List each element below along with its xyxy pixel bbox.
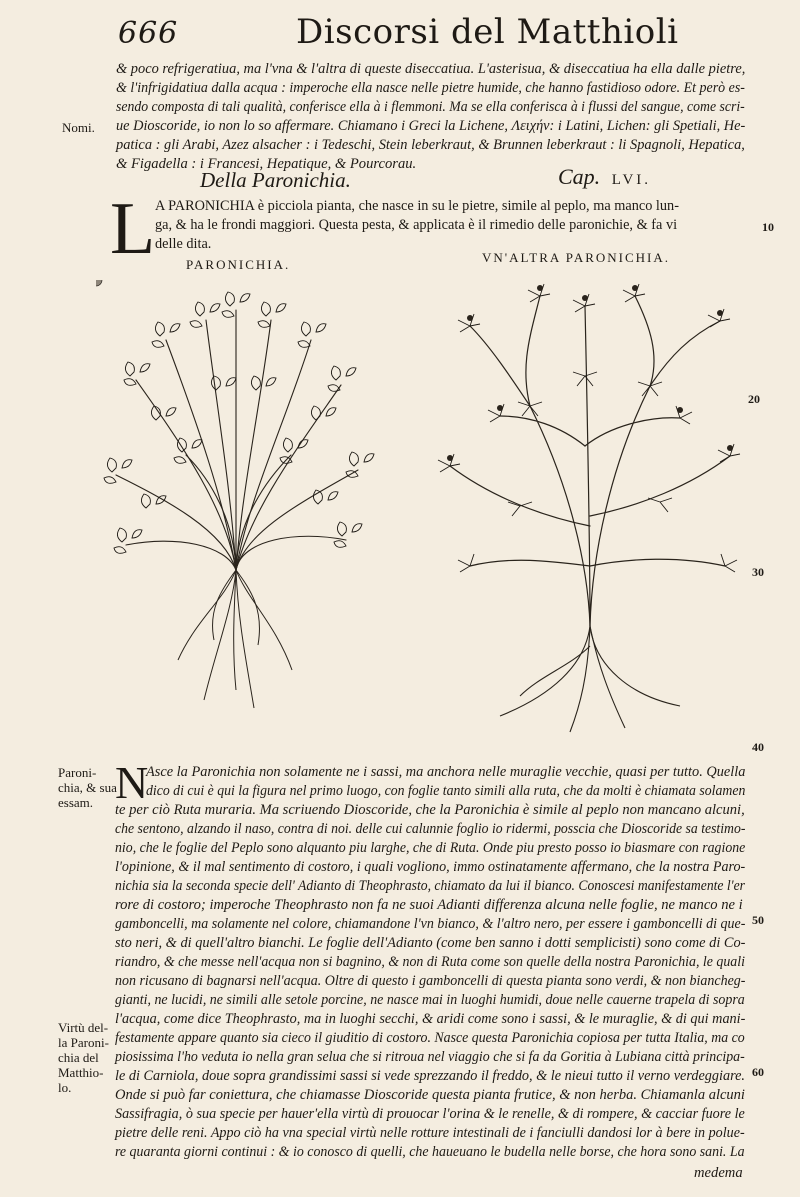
running-title: Discorsi del Matthioli	[296, 12, 679, 52]
commentary-line: dico di cui è qui la figura nel primo luogo, con foglie tanto simili alla ruta, che da molti è chiamata solamen	[146, 783, 746, 799]
intro-line: sendo composta di tali qualità, conferisce ella à i flemmoni. Ma se ella conferisca à i flussi del sangue, come scri-	[116, 99, 745, 115]
figure-caption-right: VN'ALTRA PARONICHIA.	[482, 250, 671, 265]
commentary-line: Onde si può far coniettura, che chiamasse Dioscoride questa pianta frutice, & non herba. Chiamanla alcuni	[115, 1087, 745, 1103]
line-number: 60	[752, 1065, 764, 1079]
line-number: 30	[752, 565, 764, 579]
commentary-line: festamente appare quanto sia cieco il giuditio di costoro. Nasce questa Paronichia copiosa per tutta Italia, ma co	[115, 1030, 745, 1046]
page-number: 666	[118, 16, 179, 51]
commentary-line: l'acqua, come dice Theophrasto, ma in luoghi secchi, & aridi come sono i sassi, & le muraglie, & di qui mani-	[115, 1011, 746, 1027]
commentary-line: pietre delle reni. Appo ciò ha vna special virtù nelle rotture intestinali de i fanciulli dandosi lor à bere in polue-	[115, 1125, 745, 1141]
line-number: 40	[752, 740, 764, 754]
commentary-line: Asce la Paronichia non solamente ne i sassi, ma anchora nelle muraglie vecchie, quasi per tutto. Quella	[146, 764, 746, 780]
intro-line: ue Dioscoride, io non lo so affermare. Chiamano i Greci la Lichene, Λειχήν: i Latini, Lichen: gli Spetiali, He-	[116, 118, 746, 134]
commentary-line: Sassifragia, ò sua specie per hauer'ella virtù di prouocar l'orina & le renelle, & di rompere, & cacciar fuore le	[115, 1106, 745, 1122]
intro-line: & l'infrigidatiua dalla acqua : imperoche ella nasce nelle pietre humide, che hanno fastidioso odore. Et però es-	[116, 80, 745, 96]
chapter-title: Della Paronichia.	[200, 168, 351, 192]
commentary-line: gamboncelli, ma solamente nel colore, chiamandone l'vn bianco, & l'altro nero, per essere i gamboncelli di que-	[115, 916, 746, 932]
dioscorides-line: ga, & ha le frondi maggiori. Questa pesta, & applicata è il rimedio delle paronichie, & fa vi	[155, 217, 678, 233]
line-number: 10	[762, 220, 774, 234]
chapter-number: Cap. LVI.	[558, 164, 652, 189]
margin-note-names: Nomi.	[62, 120, 95, 135]
dioscorides-line: A PARONICHIA è picciola pianta, che nasce in su le pietre, simile al peplo, ma manco lun-	[155, 198, 679, 214]
line-number: 50	[752, 913, 764, 927]
commentary-drop-cap: N	[115, 757, 149, 808]
figure-caption-left: PARONICHIA.	[186, 257, 291, 272]
commentary-line: l'opinione, & il mal sentimento di costoro, i quali vogliono, immo ostinatamente affermano, che la nostra Paro-	[115, 859, 746, 875]
commentary-line: sto neri, & di quell'altro bianchi. Le foglie dell'Adianto (come ben sanno i dotti semplicisti) sono come di Co-	[115, 935, 746, 951]
commentary-line: non ricusano di bagnarsi nell'acqua. Oltre di questo i gamboncelli di questa pianta sono verdi, & non biancheg-	[115, 973, 746, 989]
commentary-line: nichia sia la seconda specie dell' Adianto di Theophrasto, chiamato da lui il bianco. Conoscesi manifestamente l'er	[115, 878, 745, 894]
commentary-line: re quaranta giorni continui : & io conosco di quelli, che haueuano le budella nelle borse, che hora sono sani. La	[115, 1144, 745, 1160]
commentary-line: le di Carniola, doue sopra grandissimi sassi si vede sprezzando il freddo, & le nieui tutto il verno verdeggiare.	[115, 1068, 745, 1084]
commentary-line: te per ciò Ruta muraria. Ma scriuendo Dioscoride, che la Paronichia è simile al peplo non mancano alcuni,	[115, 802, 745, 818]
commentary-line: nio, che le foglie del Peplo sono alquanto piu larghe, che di Ruta. Onde piu presto posso io biasmare con ragione	[115, 840, 746, 856]
line-number: 20	[748, 392, 760, 406]
paronichia-woodcut	[96, 280, 376, 710]
commentary-line: riandro, & che messe nell'acqua non si bagnino, & non di Ruta come son quelle della nostra Paronichia, le quali	[115, 954, 745, 970]
intro-line: & poco refrigeratiua, ma l'vna & l'altra di queste diseccatiua. L'asterisua, & diseccatiua ha ella dalle pietre,	[116, 61, 746, 77]
drop-cap: L	[110, 188, 156, 270]
margin-note-virtues: Virtù del- la Paroni- chia del Matthio- lo.	[58, 1020, 109, 1095]
commentary-line: rore di costoro; imperoche Theophrasto non fa ne suoi Adianti differenza alcuna nelle foglie, ne manco ne i	[115, 897, 743, 913]
other-paronichia-woodcut	[420, 266, 750, 736]
dioscorides-line: delle dita.	[155, 236, 212, 252]
commentary-line: piosissima l'ho veduta io nella gran selua che si ritroua nel viaggio che si fa da Goritia à Lubiana città principa-	[115, 1049, 745, 1065]
commentary-line: che sentono, alzando il naso, contra di noi. delle cui calunnie foglio io ridermi, posscia che Dioscoride sa testimo-	[115, 821, 746, 837]
catchword: medema	[694, 1165, 743, 1181]
commentary-line: gianti, ne lucidi, ne simili alle setole porcine, ne nasce mai in luoghi humidi, doue nelle cauerne trapela di sopra	[115, 992, 745, 1008]
page-header	[118, 12, 718, 58]
intro-line: patica : gli Arabi, Azez alsacher : i Tedeschi, Stein leberkraut, & Brunnen leberkraut : li Spagnoli, Hepatica,	[116, 137, 745, 153]
margin-note-species: Paroni- chia, & sua essam.	[58, 765, 117, 810]
intro-line: & Figadella : i Francesi, Hepatique, & Pourcorau.	[116, 156, 417, 172]
